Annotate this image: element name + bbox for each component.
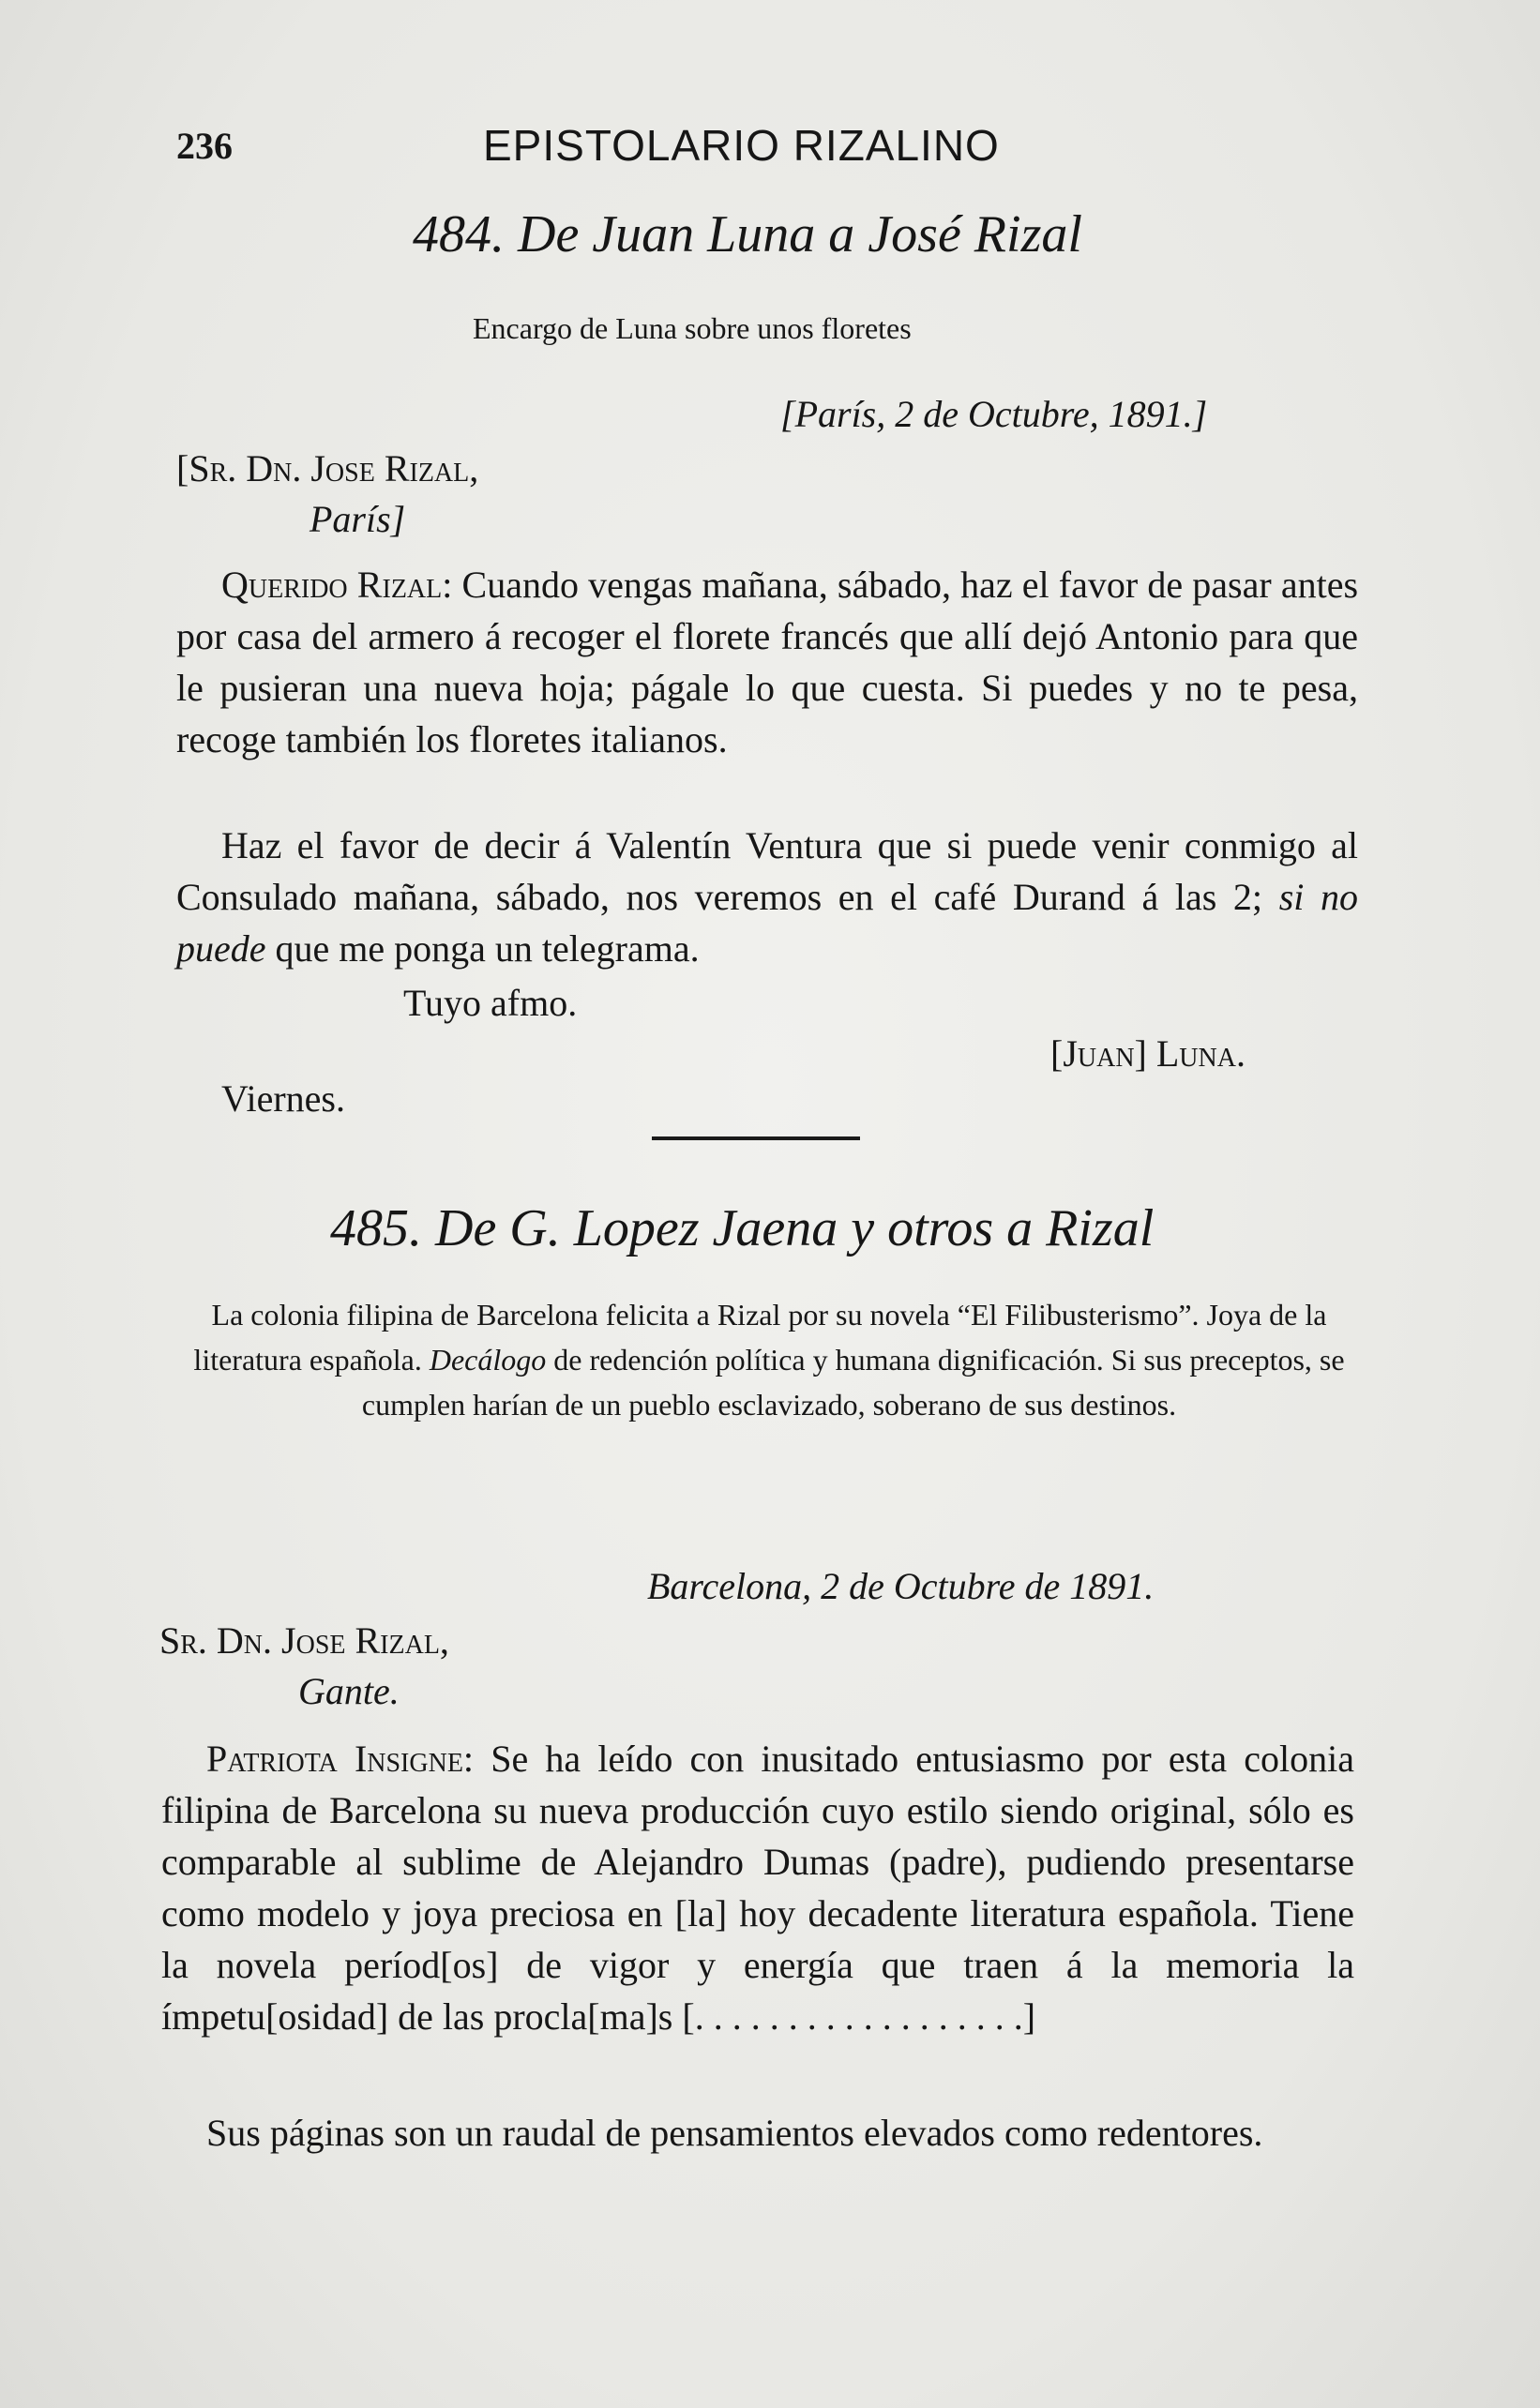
letter-484-para2-end: que me ponga un telegrama. [275,927,700,970]
letter-484-paragraph-2 [176,820,1358,974]
page-number: 236 [176,125,233,167]
letter-485-salutation: Patriota Insigne: [206,1738,475,1780]
letter-484-closing: Tuyo afmo. [403,982,578,1024]
letter-484-para2-italic: si no puede [176,876,1358,970]
letter-484-dateline: [París, 2 de Octubre, 1891.] [780,393,1208,435]
letter-485-title: 485. De G. Lopez Jaena y otros a Rizal [330,1199,1155,1257]
section-divider [652,1136,860,1140]
running-title: EPISTOLARIO RIZALINO [483,121,1000,170]
letter-484-title: 484. De Juan Luna a José Rizal [413,205,1082,263]
letter-484-para2-start: Haz el favor de decir á Valentín Ventura que si puede venir conmigo al Consulado mañana, sábado, nos veremos en el café Durand á las 2; [176,824,1358,918]
letter-484-paragraph-1 [176,559,1358,765]
letter-484-summary: Encargo de Luna sobre unos floretes [473,311,912,345]
letter-485-summary-start: La colonia filipina de Barcelona felicita a Rizal por su novela “El Filibusterismo”. Joya de la literatura española. [193,1298,1327,1377]
letter-485-summary [169,1292,1369,1427]
letter-485-addressee-city: Gante. [298,1670,400,1712]
letter-485-addressee: Sr. Dn. Jose Rizal, [159,1619,449,1662]
letter-484-para1-text: Cuando vengas mañana, sábado, haz el favor de pasar antes por casa del armero á recoger el florete francés que allí dejó Antonio para que le pusieran una nueva hoja; págale lo que cuesta. Si puedes y no te pesa, recoge también los floretes italianos. [176,564,1359,760]
letter-484-addressee-city: París] [310,498,406,540]
letter-484-addressee: [Sr. Dn. Jose Rizal, [176,447,479,489]
letter-485-summary-end: de redención política y humana dignificación. Si sus preceptos, se cumplen harían de un pueblo esclavizado, soberano de sus destinos. [361,1343,1345,1422]
letter-484-salutation: Querido Rizal: [221,564,453,606]
letter-484-signature: [Juan] Luna. [1050,1032,1246,1075]
letter-485-summary-italic: Decálogo [429,1343,547,1377]
letter-485-paragraph-2: Sus páginas son un raudal de pensamientos elevados como redentores. [206,2112,1263,2154]
letter-484-day: Viernes. [221,1077,345,1120]
letter-485-paragraph-1 [161,1733,1354,2042]
letter-485-dateline: Barcelona, 2 de Octubre de 1891. [647,1565,1155,1607]
letter-485-para1-text: Se ha leído con inusitado entusiasmo por esta colonia filipina de Barcelona su nueva producción cuyo estilo siendo original, sólo es comparable al sublime de Alejandro Dumas (padre), pudiendo presentarse como modelo y joya preciosa en [la] hoy decadente literatura española. Tiene la novela períod[os] de vigor y energía que traen á la memoria la ímpetu[osidad] de las procla[ma]s [. . . . . . . . . . . . . . . . . .] [161,1738,1355,2038]
